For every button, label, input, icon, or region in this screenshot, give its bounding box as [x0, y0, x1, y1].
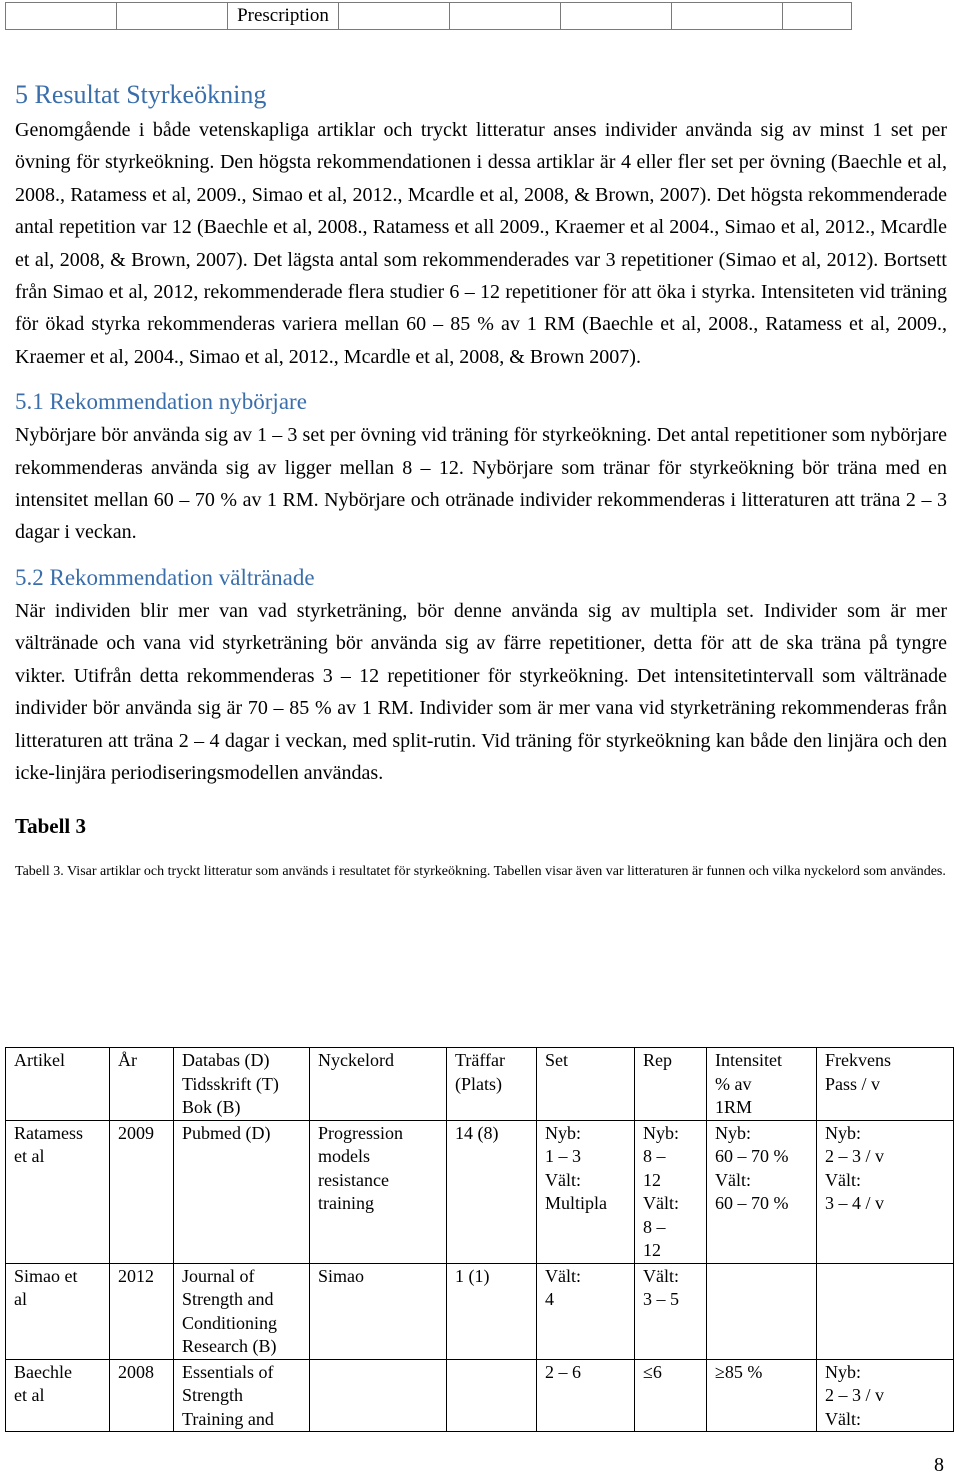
table-row — [6, 1120, 954, 1263]
table-cell: Progression models resistance training — [310, 1120, 447, 1263]
header-cell — [6, 3, 117, 30]
table-cell: Journal of Strength and Conditioning Research (B) — [174, 1263, 310, 1359]
header-cell — [561, 3, 672, 30]
subsection-heading: 5.1 Rekommendation nybörjare — [15, 389, 307, 415]
table-cell: Vält: 3 – 5 — [635, 1263, 707, 1359]
table-cell: Nyb: 2 – 3 / v Vält: — [817, 1359, 954, 1432]
page-content — [15, 78, 947, 882]
table-cell: ≥85 % — [707, 1359, 817, 1432]
table-header-cell: Artikel — [6, 1048, 110, 1121]
table-cell: 2 – 6 — [537, 1359, 635, 1432]
table-cell: Nyb: 8 – 12 Vält: 8 – 12 — [635, 1120, 707, 1263]
table-row — [6, 1263, 954, 1359]
table-caption: Tabell 3. Visar artiklar och tryckt litteratur som används i resultatet för styrkeökning. Tabellen visar även var litteraturen är funnen och vilka nyckelord som användes. — [15, 864, 946, 880]
table-cell — [817, 1263, 954, 1359]
header-label-cell: Prescription — [228, 3, 339, 30]
table-cell: Simao — [310, 1263, 447, 1359]
table-header-cell: Nyckelord — [310, 1048, 447, 1121]
table-header-cell: Rep — [635, 1048, 707, 1121]
table-cell: 14 (8) — [447, 1120, 537, 1263]
table-row — [6, 1359, 954, 1432]
table-cell: Nyb: 60 – 70 % Vält: 60 – 70 % — [707, 1120, 817, 1263]
subsection-heading: 5.2 Rekommendation vältränade — [15, 564, 315, 590]
table-cell: 1 (1) — [447, 1263, 537, 1359]
table-cell: Nyb: 2 – 3 / v Vält: 3 – 4 / v — [817, 1120, 954, 1263]
table-cell: Essentials of Strength Training and — [174, 1359, 310, 1432]
table-cell: 2009 — [110, 1120, 174, 1263]
table-header-cell: Intensitet % av 1RM — [707, 1048, 817, 1121]
header-cell — [117, 3, 228, 30]
table-title: Tabell 3 — [15, 814, 86, 839]
table-cell: Vält: 4 — [537, 1263, 635, 1359]
data-table — [5, 1047, 954, 1432]
header-cell — [450, 3, 561, 30]
subsection-paragraph: Nybörjare bör använda sig av 1 – 3 set per övning vid träning för styrkeökning. Det antal repetitioner som nybörjare rekommenderas använda sig av ligger mellan 8 – 12. Nybörjare som tränar för styrkeökning bör träna med en intensitet mellan 60 – 70 % av 1 RM. Nybörjare och otränade individer rekommenderas i litteraturen att träna 2 – 3 dagar i veckan. — [15, 424, 947, 544]
subsection-paragraph: När individen blir mer van vad styrketräning, bör denne använda sig av multipla set. Individer som är mer vältränade och vana vid styrketräning bör använda sig av färre repetitioner, detta för att de ska träna på tyngre vikter. Utifrån detta rekommenderas 3 – 12 repetitioner för styrkeökning. Det intensitetintervall som vältränade individer bör använda sig är 70 – 85 % av 1 RM. Individer som är mer vana vid styrketräning rekommenderas från litteraturen att träna 2 – 4 dagar i veckan, med split-rutin. Vid träning för styrkeökning kan både den linjära och den icke-linjära periodiseringsmodellen användas. — [15, 599, 947, 784]
table-cell — [707, 1263, 817, 1359]
header-cell — [339, 3, 450, 30]
table-header-row — [6, 1048, 954, 1121]
table-cell: Pubmed (D) — [174, 1120, 310, 1263]
header-cell — [783, 3, 852, 30]
table-header-cell: År — [110, 1048, 174, 1121]
table-cell: Baechle et al — [6, 1359, 110, 1432]
table-cell: Nyb: 1 – 3 Vält: Multipla — [537, 1120, 635, 1263]
table-header-cell: Set — [537, 1048, 635, 1121]
table-cell: Simao et al — [6, 1263, 110, 1359]
section-paragraph: Genomgående i både vetenskapliga artiklar och tryckt litteratur anses individer använda sig av minst 1 set per övning för styrkeökning. Den högsta rekommendationen i dessa artiklar är 4 eller fler set per övning (Baechle et al, 2008., Ratamess et al, 2009., Simao et al, 2012., Mcardle et al, 2008, & Brown, 2007). Det högsta rekommenderade antal repetition var 12 (Baechle et al, 2008., Ratamess et all 2009., Kraemer et al 2004., Simao et al, 2012., Mcardle et al, 2008, & Brown, 2007). Det lägsta antal som rekommenderades var 3 repetitioner (Simao et al, 2012). Bortsett från Simao et al, 2012, rekommenderade flera studier 6 – 12 repetitioner för att öka i styrka. Intensiteten vid träning för ökad styrka rekommenderas variera mellan 60 – 85 % av 1 RM (Baechle et al, 2008., Ratamess et al, 2009., Kraemer et al, 2004., Simao et al, 2012., Mcardle et al, 2008, & Brown 2007). — [15, 119, 947, 368]
page-number: 8 — [934, 1454, 944, 1476]
table-header-cell: Databas (D) Tidsskrift (T) Bok (B) — [174, 1048, 310, 1121]
table-cell: 2008 — [110, 1359, 174, 1432]
table-cell — [447, 1359, 537, 1432]
table-cell — [310, 1359, 447, 1432]
header-table — [5, 2, 852, 30]
table-cell: 2012 — [110, 1263, 174, 1359]
table-header-cell: Träffar (Plats) — [447, 1048, 537, 1121]
table-header-cell: Frekvens Pass / v — [817, 1048, 954, 1121]
header-cell — [672, 3, 783, 30]
table-cell: Ratamess et al — [6, 1120, 110, 1263]
section-heading: 5 Resultat Styrkeökning — [15, 80, 267, 109]
table-cell: ≤6 — [635, 1359, 707, 1432]
